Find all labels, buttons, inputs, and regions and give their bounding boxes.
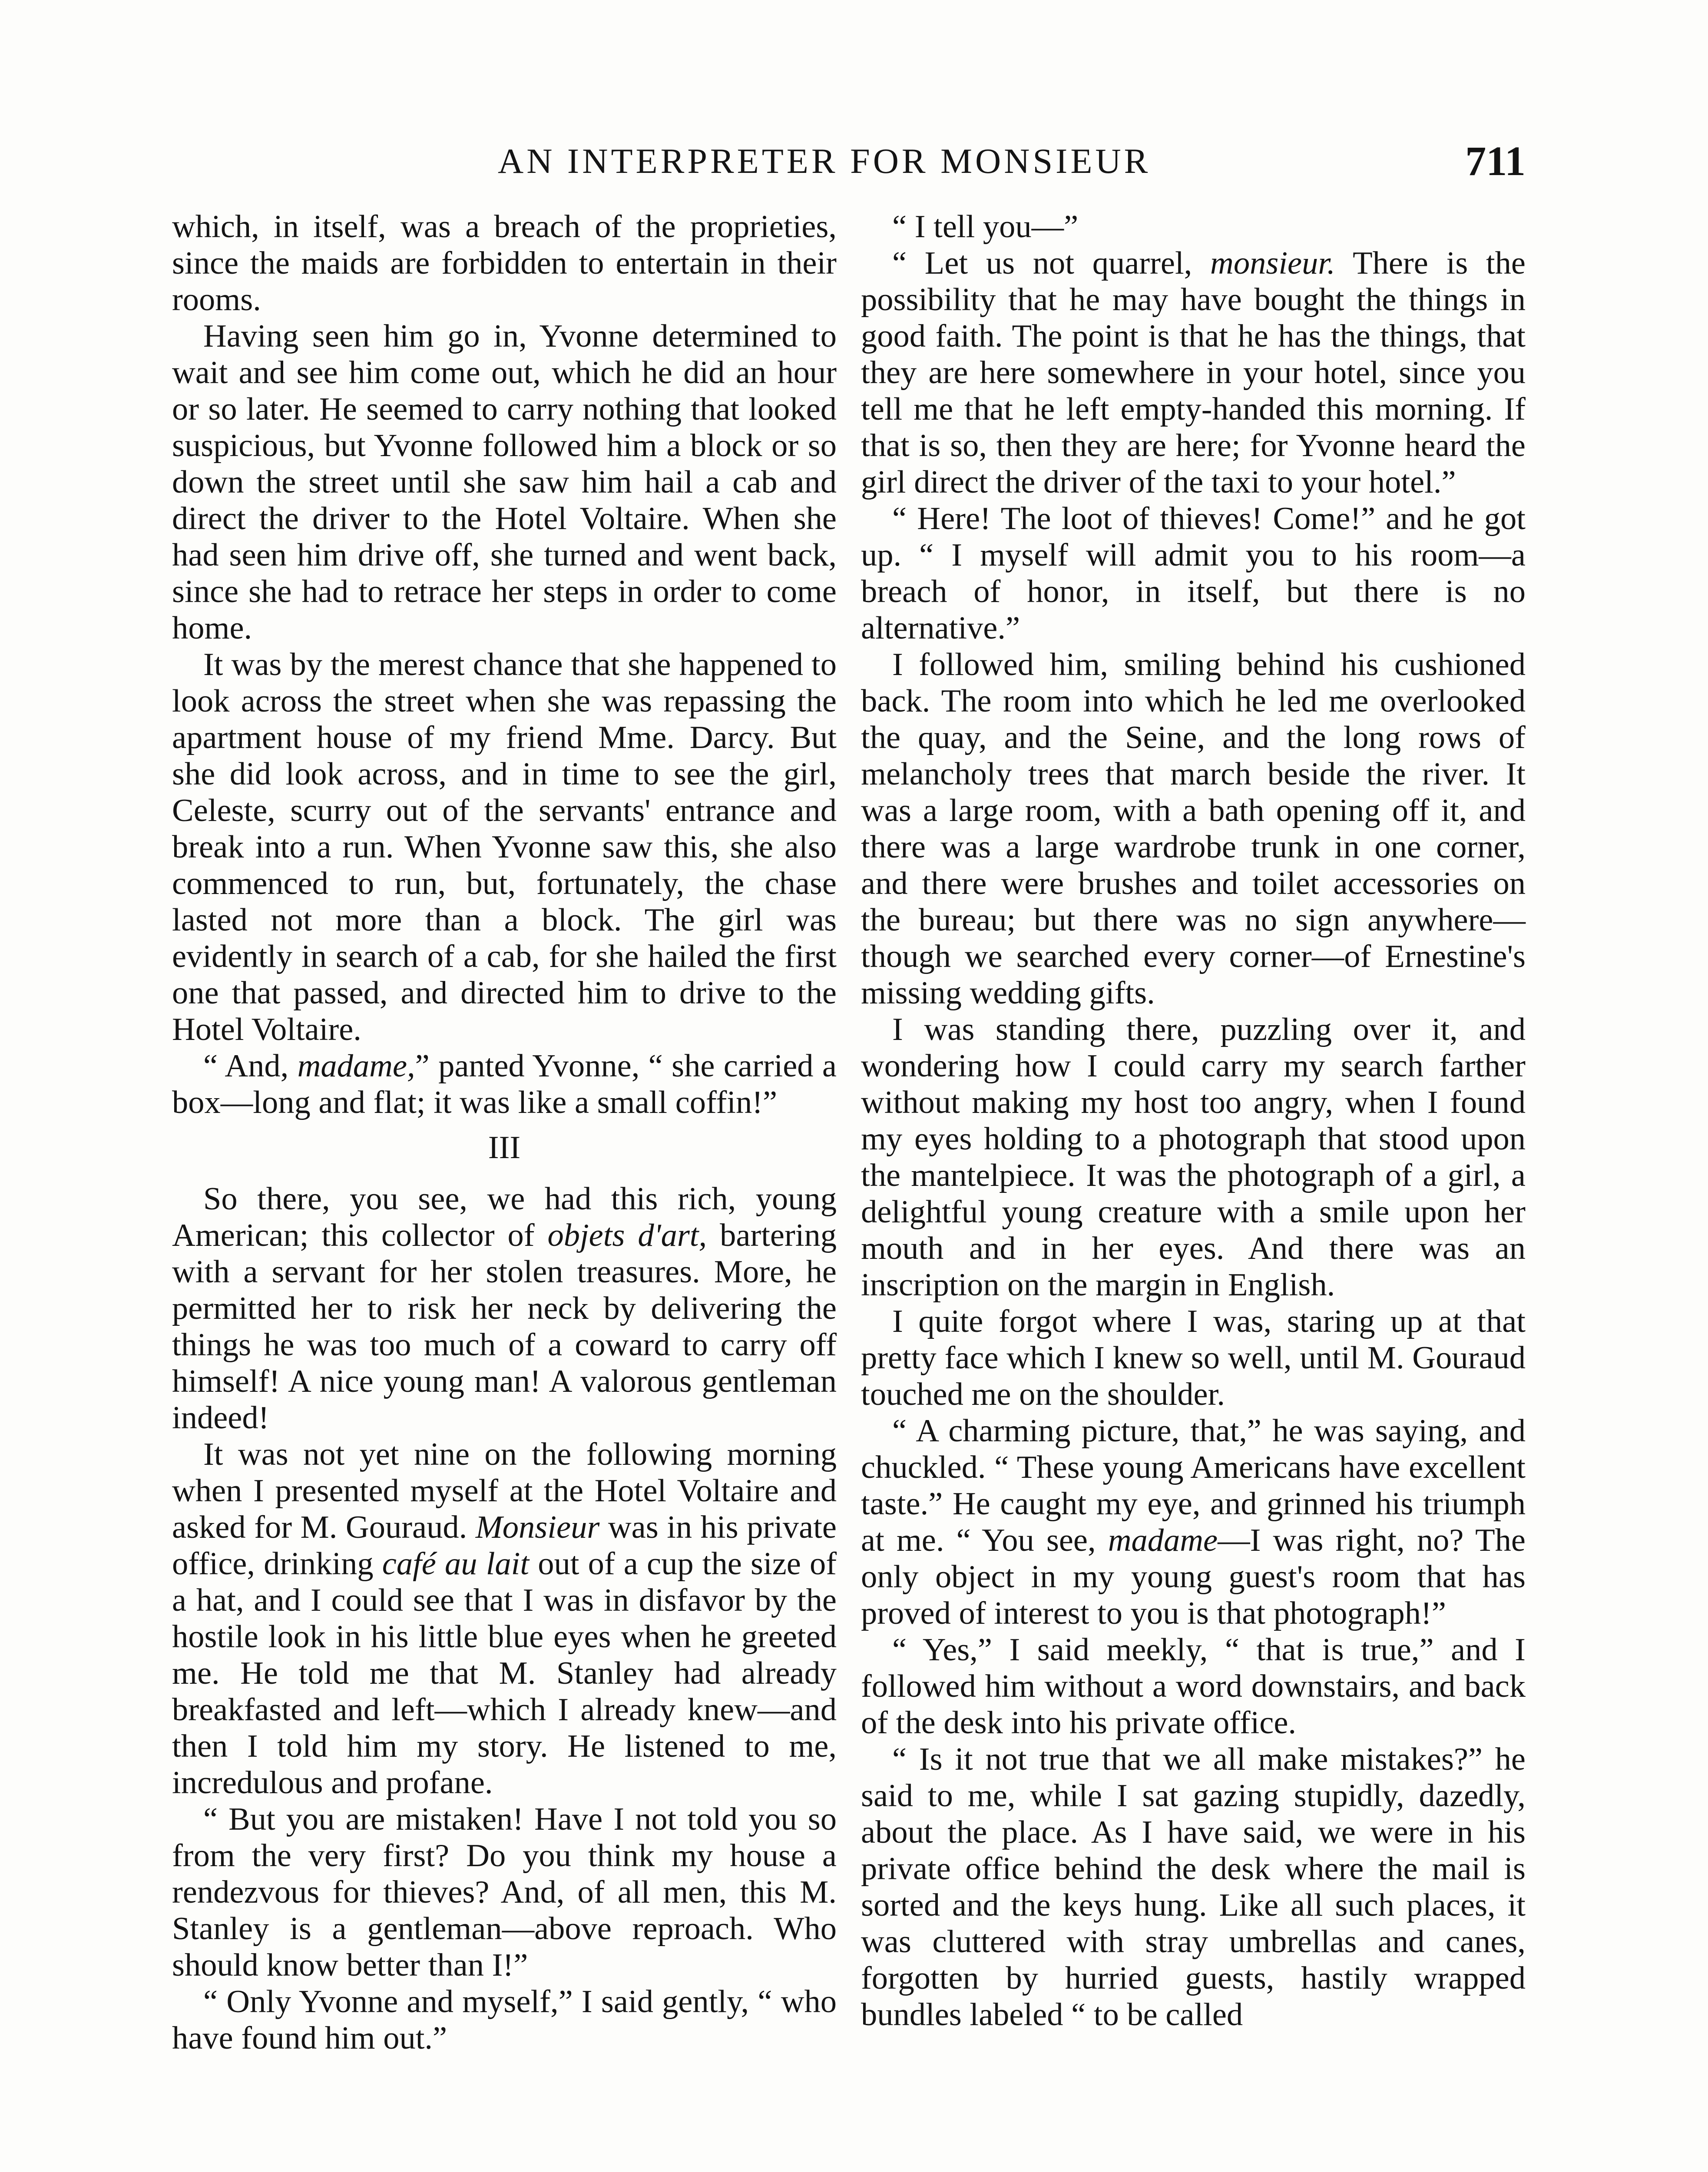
paragraph	[172, 1181, 837, 1436]
paragraph	[861, 1413, 1526, 1632]
paragraph	[172, 1436, 837, 1801]
italic-text: madame,	[297, 1048, 415, 1084]
paragraph: “ Is it not true that we all make mistakes?” he said to me, while I sat gazing stupidly, dazedly, about the place. As I have said, we were in his private office behind the desk where the mail is sorted and the keys hung. Like all such places, it was cluttered with stray umbrellas and canes, forgotten by hurried guests, hastily wrapped bundles labeled “ to be called	[861, 1742, 1526, 2033]
paragraph: I followed him, smiling behind his cushioned back. The room into which he led me overlooked the quay, and the Seine, and the long rows of melancholy trees that march beside the river. It was a large room, with a bath opening off it, and there was a large wardrobe trunk in one corner, and there were brushes and toilet accessories on the bureau; but there was no sign anywhere—though we searched every corner—of Ernestine's missing wedding gifts.	[861, 647, 1526, 1011]
paragraph	[172, 1048, 837, 1121]
paragraph	[861, 245, 1526, 500]
text-run: So there, you see, we had this rich, young American; this collector of	[172, 1181, 837, 1253]
text-run: ” panted Yvonne, “ she carried a box—long and flat; it was like a small coffin!”	[172, 1048, 837, 1120]
text-run: “ A charming picture, that,” he was saying, and chuckled. “ These young Americans have excellent taste.” He caught my eye, and grinned his triumph at me. “ You see,	[861, 1413, 1526, 1558]
paragraph: which, in itself, was a breach of the proprieties, since the maids are forbidden to entertain in their rooms.	[172, 209, 837, 318]
italic-text: monsieur.	[1210, 245, 1335, 281]
italic-text: objets d'art,	[547, 1218, 707, 1253]
paragraph: “ But you are mistaken! Have I not told you so from the very first? Do you think my house a rendezvous for thieves? And, of all men, this M. Stanley is a gentleman—above reproach. Who should know better than I!”	[172, 1801, 837, 1983]
paragraph: I was standing there, puzzling over it, and wondering how I could carry my search farther without making my host too angry, when I found my eyes holding to a photograph that stood upon the mantelpiece. It was the photograph of a girl, a delightful young creature with a smile upon her mouth and in her eyes. And there was an inscription on the margin in English.	[861, 1012, 1526, 1303]
paragraph: “ I tell you—”	[892, 209, 1079, 245]
italic-text: café au lait	[382, 1546, 530, 1582]
right-column	[861, 209, 1526, 2033]
paragraph: “ Yes,” I said meekly, “ that is true,” and I followed him without a word downstairs, and back of the desk into his private office.	[861, 1632, 1526, 1741]
text-run: There is the possibility that he may have bought the things in good faith. The point is that he has the things, that they are here somewhere in your hotel, since you tell me that he left empty-handed this morning. If that is so, then they are here; for Yvonne heard the girl direct the driver of the taxi to your hotel.”	[861, 245, 1526, 500]
text-run: “ And,	[203, 1048, 298, 1084]
text-run: bartering with a servant for her stolen treasures. More, he permitted her to risk her neck by delivering the things he was too much of a coward to carry off himself! A nice young man! A valorous gentleman indeed!	[172, 1218, 837, 1436]
paragraph: Having seen him go in, Yvonne determined to wait and see him come out, which he did an hour or so later. He seemed to carry nothing that looked suspicious, but Yvonne followed him a block or so down the street until she saw him hail a cab and direct the driver to the Hotel Voltaire. When she had seen him drive off, she turned and went back, since she had to retrace her steps in order to come home.	[172, 318, 837, 646]
text-run: was in his private office, drinking	[172, 1510, 837, 1582]
paragraph: “ Only Yvonne and myself,” I said gently, “ who have found him out.”	[172, 1984, 837, 2056]
running-title: AN INTERPRETER FOR MONSIEUR	[498, 141, 1151, 181]
paragraph: “ Here! The loot of thieves! Come!” and he got up. “ I myself will admit you to his room—a breach of honor, in itself, but there is no alternative.”	[861, 501, 1526, 646]
running-head	[172, 137, 1526, 185]
left-column	[172, 209, 837, 2056]
paragraph: It was by the merest chance that she happened to look across the street when she was repassing the apartment house of my friend Mme. Darcy. But she did look across, and in time to see the girl, Celeste, scurry out of the servants' entrance and break into a run. When Yvonne saw this, she also commenced to run, but, fortunately, the chase lasted not more than a block. The girl was evidently in search of a cab, for she hailed the first one that passed, and directed him to drive to the Hotel Voltaire.	[172, 647, 837, 1047]
italic-text: Monsieur	[475, 1510, 600, 1545]
section-number: III	[488, 1130, 521, 1165]
text-run: out of a cup the size of a hat, and I could see that I was in disfavor by the hostile look in his little blue eyes when he greeted me. He told me that M. Stanley had already breakfasted and left—which I already knew—and then I told him my story. He listened to me, incredulous and profane.	[172, 1546, 837, 1801]
text-run: “ Let us not quarrel,	[892, 245, 1211, 281]
text-run: —I was right, no? The only object in my young guest's room that has proved of interest to you is that photograph!”	[861, 1523, 1526, 1631]
text-run: It was not yet nine on the following morning when I presented myself at the Hotel Voltaire and asked for M. Gouraud.	[172, 1437, 837, 1545]
italic-text: madame	[1108, 1523, 1218, 1558]
page-number: 711	[1465, 138, 1526, 184]
paragraph: I quite forgot where I was, staring up at that pretty face which I knew so well, until M. Gouraud touched me on the shoulder.	[861, 1304, 1526, 1412]
